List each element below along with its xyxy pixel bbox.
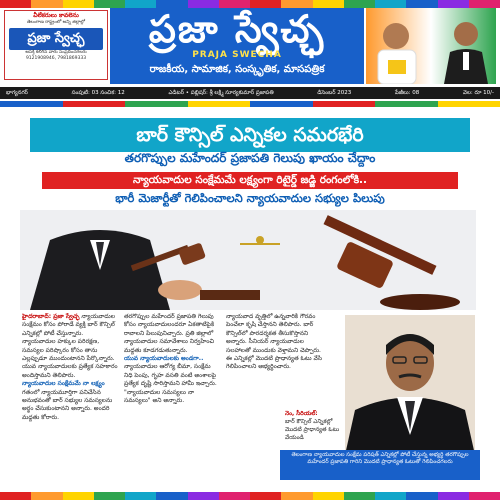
deck-line: భారీ మెజార్టీతో గెలిపించాలని న్యాయవాదుల సభ్యుల పిలుపు [115,191,385,205]
recruitment-subtitle: తెలంగాణ రాష్ట్రంలో అన్ని జిల్లాల్లో [26,20,86,25]
pages-label: పేజీలు: 08 [394,90,420,96]
column-text: గతంలో న్యాయమూర్తిగా పనిచేసిన అనుభవంతో బార్ సభ్యుల సమస్యలను అర్థం చేసుకుంటానని అన్నారు. అందరి మద్దతు కోరారు. [22,388,113,421]
small-logo: ప్రజా స్వేచ్ఛ [9,28,103,50]
courtroom-photo [20,210,476,310]
issue-info-bar [0,87,500,99]
bottom-color-bar [0,492,500,500]
gavel-courtroom-icon [20,210,476,310]
recruitment-note: ఆసక్తి కలిగిన వారు సంప్రదించగలరు [25,50,87,55]
recruitment-title: వీలేకరులు కావలెను [33,12,79,19]
article-column-1 [22,313,118,485]
candidate-photo-icon [345,315,475,455]
month-label: డిసెంబర్ 2023 [317,90,352,96]
newspaper-latin-name: PRAJA SWECHA [192,50,282,60]
article-body [22,313,322,485]
politician-photo-icon [366,8,496,84]
article-column-2 [124,313,220,485]
red-banner: న్యాయవాదుల సంక్షేమమే లక్ష్యంగా రిటైర్డ్ జడ్జి రంగంలోకి.. [42,172,458,189]
column-text: ఈ ఎన్నికల్లో మొదటి ప్రాధాన్యత ఓటు వేసి గెలిపించాలని అభ్యర్థించారు. [226,355,322,371]
main-headline: బార్ కౌన్సిల్ ఎన్నికల సమరభేరి [30,118,470,152]
column-text: తరగొప్పుల మహేందర్ ప్రజాపతి గెలుపు కోసం న్యాయవాదులందరూ ఏకతాటిపైకి రావాలని పిలుపునిచ్చారు. ప్రతి జిల్లాలో న్యాయవాదుల సమావేశాలు నిర్వహించి మద్దతు కూడగడుతున్నారు. [124,313,215,354]
side-note-text: బార్ కౌన్సిల్ ఎన్నికల్లో మొదటి ప్రాధాన్యత ఓటు వేయండి [285,419,340,441]
column-text: న్యాయవాదుల ఆరోగ్య బీమా, సంక్షేమ నిధి పెంపు, గృహ వసతి వంటి అంశాలపై ప్రత్యేక దృష్టి సారిస్తామని హామీ ఇచ్చారు. "న్యాయవాదుల సమస్యలు నా సమస్యలు" అని అన్నారు. [124,363,217,405]
column-text: న్యాయవాద వృత్తిలో ఉన్నవారికి గౌరవం పెంచేలా కృషి చేస్తానని తెలిపారు. బార్ కౌన్సిల్‌లో పారదర్శకత తీసుకొస్తానని అన్నారు. సీనియర్ న్యాయవాదుల సలహాలతో ముందుకు వెళ్తామని చెప్పారు. [226,313,321,354]
side-note [285,410,340,442]
side-note-title: నెం, సీరియల్: [285,411,318,417]
dateline: హైదరాబాద్: ప్రజా స్వేచ్ఛ [22,313,80,320]
masthead-photo [366,8,496,84]
column-text: న్యాయవాదుల సంక్షేమం కోసం పోరాడే వ్యక్తి బార్ కౌన్సిల్ ఎన్నికల్లో పోటీ చేస్తున్నారు. న్యాయవాదుల హక్కుల పరిరక్షణ, సమస్యల పరిష్కారం కోసం తాను ఎల్లప్పుడూ ముందుంటానని పేర్కొన్నారు. యువ న్యాయవాదులకు ప్రత్యేక సహకారం అందిస్తామని తెలిపారు. [22,313,118,379]
recruitment-ad [4,10,108,80]
candidate-portrait [345,315,475,455]
recruitment-phone: 9121908946, 7981869333 [25,56,87,61]
sub-headline: తరగొప్పుల మహేందర్ ప్రజాపతి గెలుపు ఖాయం చేద్దాం [124,151,376,165]
volume-label: సంపుటి: 03 సంచిక: 12 [71,90,125,96]
newspaper-logo: ప్రజా స్వేచ్ఛ [148,7,326,51]
column-highlight: యువ న్యాయవాదులకు అండగా.. [124,355,204,363]
divider-color-bar [0,101,500,107]
masthead-tagline: రాజకీయ, సామాజిక, సంస్కృతిక, మాసపత్రిక [118,63,356,77]
city-label: భాగ్యనగర్ [6,90,28,96]
masthead [110,8,364,84]
price-label: వెల: రూ 10/- [463,90,494,96]
portrait-caption: తెలంగాణ న్యాయవాదుల సంక్షేమ పరిషత్ ఎన్నికల్లో పోటీ చేస్తున్న అభ్యర్థి తరగొప్పుల మహేందర్ ప్రజాపతి గారిని మొదటి ప్రాధాన్యత ఓటుతో గెలిపించగలరు [280,450,480,480]
publisher-label: ఎడిటర్ • పబ్లిషర్: శ్రీ లక్ష్మి సూర్యకుమార్ ప్రజాపతి [168,90,274,96]
column-highlight: న్యాయవాదుల సంక్షేమమే నా లక్ష్యం [22,380,105,388]
